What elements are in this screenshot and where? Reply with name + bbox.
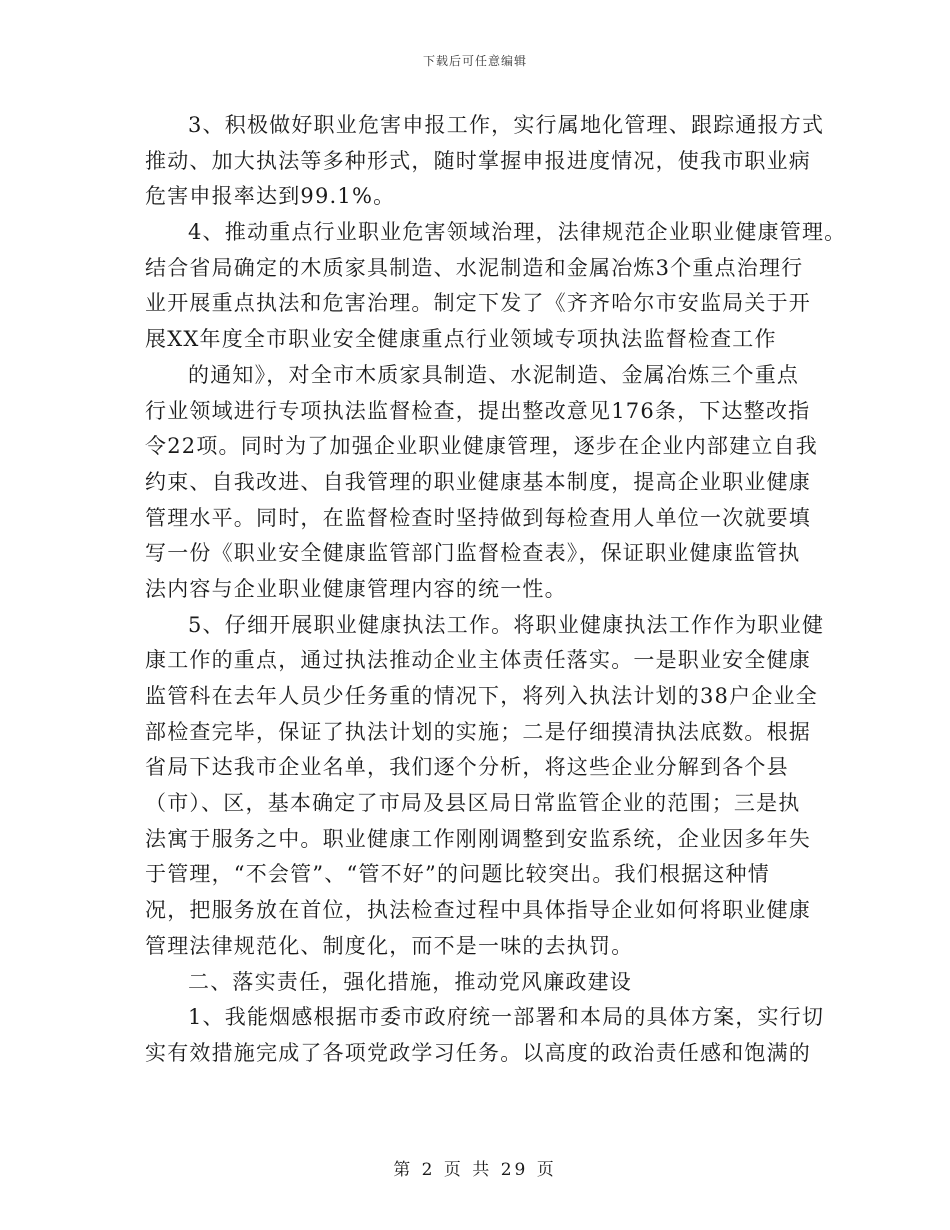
section-heading: 二、落实责任，强化措施，推动党风廉政建设 bbox=[188, 969, 632, 994]
paragraph-line: 省局下达我市企业名单，我们逐个分析，将这些企业分解到各个县 bbox=[145, 755, 789, 780]
paragraph-line: 法内容与企业职业健康管理内容的统一性。 bbox=[145, 576, 567, 601]
paragraph-line: 监管科在去年人员少任务重的情况下，将列入执法计划的38户企业全 bbox=[145, 684, 818, 708]
paragraph-line: 3、积极做好职业危害申报工作，实行属地化管理、跟踪通报方式 bbox=[188, 113, 825, 137]
page-number: 第 2 页 共 29 页 bbox=[393, 1160, 557, 1180]
paragraph-line: 法寓于服务之中。职业健康工作刚刚调整到安监系统，企业因多年失 bbox=[145, 826, 811, 851]
paragraph-line: 结合省局确定的木质家具制造、水泥制造和金属冶炼3个重点治理行 bbox=[145, 255, 804, 280]
paragraph-line: 危害申报率达到99.1%。 bbox=[145, 184, 396, 209]
document-body bbox=[145, 108, 847, 1072]
paragraph-line: 推动、加大执法等多种形式，随时掌握申报进度情况，使我市职业病 bbox=[145, 148, 811, 173]
paragraph-line: 4、推动重点行业职业危害领域治理，法律规范企业职业健康管理。 bbox=[188, 220, 847, 245]
paragraph-line: 于管理，“不会管”、“管不好”的问题比较突出。我们根据这种情 bbox=[145, 862, 770, 887]
paragraph-line: 的通知》，对全市木质家具制造、水泥制造、金属冶炼三个重点 bbox=[188, 362, 800, 387]
paragraph-line: 管理水平。同时，在监督检查时坚持做到每检查用人单位一次就要填 bbox=[145, 505, 811, 530]
paragraph-line: 管理法律规范化、制度化，而不是一味的去执罚。 bbox=[145, 933, 634, 958]
paragraph-line: （市）、区，基本确定了市局及县区局日常监管企业的范围；三是执 bbox=[145, 791, 801, 816]
paragraph-line: 写一份《职业安全健康监管部门监督检查表》，保证职业健康监管执 bbox=[145, 541, 801, 566]
paragraph-line: 1、我能烟感根据市委市政府统一部署和本局的具体方案，实行切 bbox=[188, 1005, 825, 1030]
paragraph-line: 展XX年度全市职业安全健康重点行业领域专项执法监督检查工作 bbox=[145, 327, 777, 352]
page-header-note: 下载后可任意编辑 bbox=[422, 54, 527, 68]
paragraph-line: 令22项。同时为了加强企业职业健康管理，逐步在企业内部建立自我 bbox=[145, 434, 818, 459]
paragraph-line: 实有效措施完成了各项党政学习任务。以高度的政治责任感和饱满的 bbox=[145, 1040, 811, 1065]
paragraph-line: 部检查完毕，保证了执法计划的实施；二是仔细摸清执法底数。根据 bbox=[145, 719, 811, 744]
paragraph-line: 5、仔细开展职业健康执法工作。将职业健康执法工作作为职业健 bbox=[188, 612, 825, 637]
paragraph-line: 约束、自我改进、自我管理的职业健康基本制度，提高企业职业健康 bbox=[145, 469, 811, 494]
paragraph-line: 康工作的重点，通过执法推动企业主体责任落实。一是职业安全健康 bbox=[145, 648, 811, 673]
paragraph-line: 行业领域进行专项执法监督检查，提出整改意见176条，下达整改指 bbox=[145, 398, 811, 423]
paragraph-line: 业开展重点执法和危害治理。制定下发了《齐齐哈尔市安监局关于开 bbox=[145, 291, 811, 316]
paragraph-line: 况，把服务放在首位，执法检查过程中具体指导企业如何将职业健康 bbox=[145, 898, 811, 923]
